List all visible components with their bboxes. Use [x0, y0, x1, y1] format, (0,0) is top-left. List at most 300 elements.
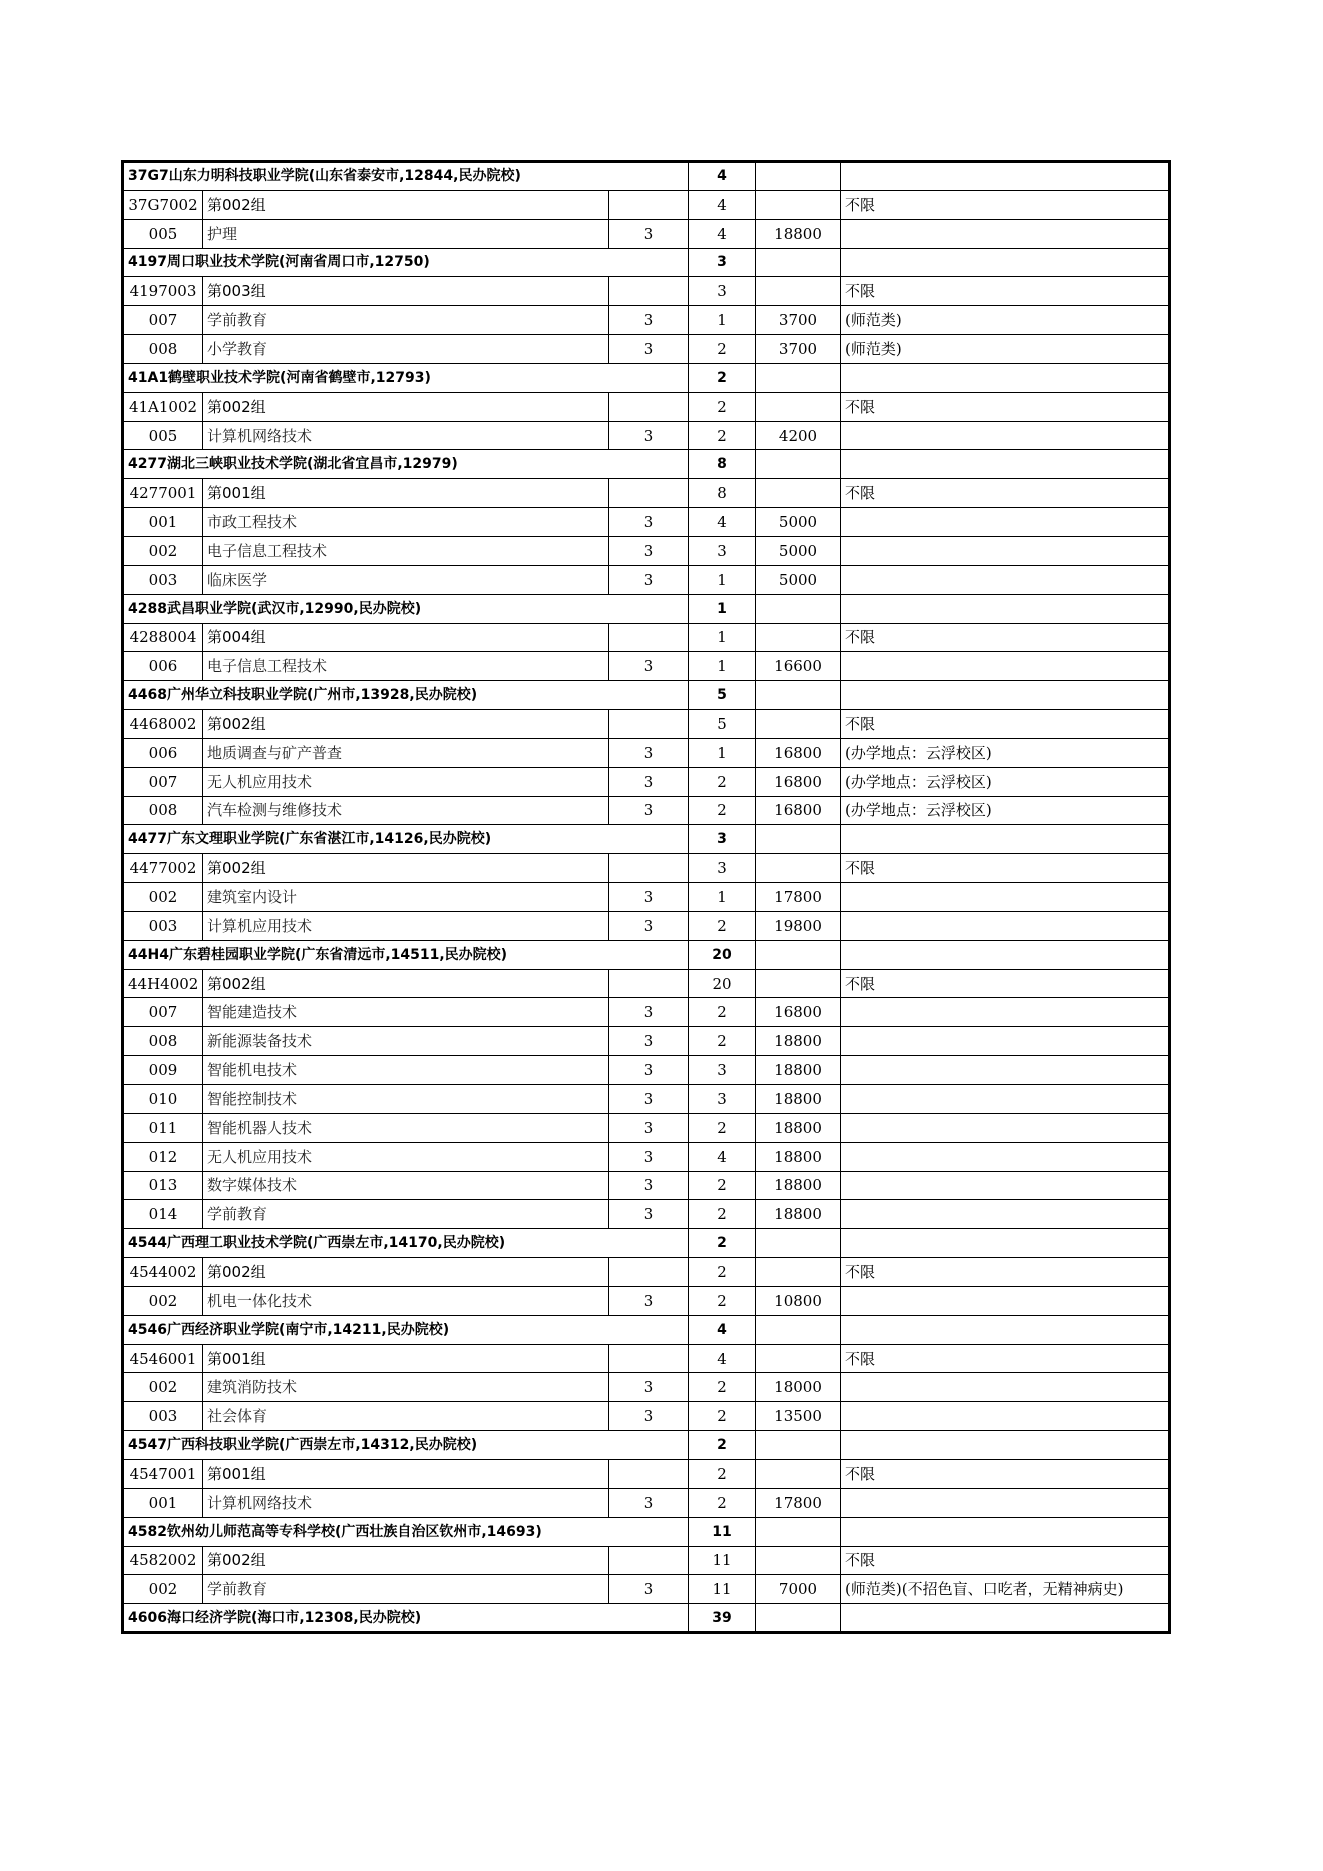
school-name: 4277湖北三峡职业技术学院(湖北省宜昌市,12979): [123, 450, 689, 479]
major-note: (师范类): [841, 335, 1170, 364]
group-plan-count: 3: [689, 277, 756, 306]
major-row: [123, 796, 1170, 825]
group-row: [123, 277, 1170, 306]
major-note: (办学地点：云浮校区): [841, 767, 1170, 796]
major-row: [123, 1488, 1170, 1517]
major-name: 社会体育: [203, 1402, 609, 1431]
major-row: [123, 219, 1170, 248]
major-note: [841, 1056, 1170, 1085]
major-fee: 16600: [756, 652, 841, 681]
school-fee: [756, 1315, 841, 1344]
major-fee: 18800: [756, 1056, 841, 1085]
major-fee: 3700: [756, 335, 841, 364]
school-plan-count: 2: [689, 1229, 756, 1258]
major-note: [841, 652, 1170, 681]
group-plan-count: 2: [689, 1258, 756, 1287]
major-name: 计算机网络技术: [203, 421, 609, 450]
group-plan-count: 1: [689, 623, 756, 652]
group-row: [123, 392, 1170, 421]
school-name: 4197周口职业技术学院(河南省周口市,12750): [123, 248, 689, 277]
major-name: 临床医学: [203, 565, 609, 594]
major-row: [123, 1142, 1170, 1171]
group-fee: [756, 623, 841, 652]
group-note: 不限: [841, 1344, 1170, 1373]
major-name: 电子信息工程技术: [203, 536, 609, 565]
major-name: 学前教育: [203, 306, 609, 335]
major-fee: 19800: [756, 911, 841, 940]
school-note: [841, 1604, 1170, 1633]
major-note: [841, 508, 1170, 537]
group-name: 第002组: [203, 1258, 609, 1287]
major-years: 3: [609, 652, 689, 681]
major-plan-count: 2: [689, 421, 756, 450]
school-plan-count: 2: [689, 363, 756, 392]
school-fee: [756, 825, 841, 854]
group-row: [123, 1258, 1170, 1287]
major-plan-count: 1: [689, 738, 756, 767]
group-code: 41A1002: [123, 392, 203, 421]
major-plan-count: 2: [689, 1373, 756, 1402]
major-name: 建筑消防技术: [203, 1373, 609, 1402]
major-fee: 18800: [756, 219, 841, 248]
school-fee: [756, 1517, 841, 1546]
major-fee: 5000: [756, 536, 841, 565]
group-name: 第001组: [203, 1344, 609, 1373]
school-fee: [756, 681, 841, 710]
major-fee: 10800: [756, 1286, 841, 1315]
major-plan-count: 3: [689, 536, 756, 565]
major-fee: 7000: [756, 1575, 841, 1604]
group-name: 第002组: [203, 1546, 609, 1575]
group-years: [609, 1459, 689, 1488]
major-fee: 18800: [756, 1171, 841, 1200]
major-name: 地质调查与矿产普查: [203, 738, 609, 767]
major-fee: 13500: [756, 1402, 841, 1431]
major-plan-count: 2: [689, 1402, 756, 1431]
major-fee: 5000: [756, 565, 841, 594]
major-row: [123, 421, 1170, 450]
group-years: [609, 1258, 689, 1287]
major-code: 012: [123, 1142, 203, 1171]
major-plan-count: 2: [689, 335, 756, 364]
school-plan-count: 1: [689, 594, 756, 623]
group-row: [123, 479, 1170, 508]
major-row: [123, 1113, 1170, 1142]
major-note: [841, 1113, 1170, 1142]
major-plan-count: 2: [689, 796, 756, 825]
group-fee: [756, 1344, 841, 1373]
group-fee: [756, 277, 841, 306]
major-code: 007: [123, 998, 203, 1027]
major-name: 无人机应用技术: [203, 767, 609, 796]
major-code: 002: [123, 1373, 203, 1402]
major-row: [123, 1056, 1170, 1085]
major-code: 008: [123, 1027, 203, 1056]
major-years: 3: [609, 335, 689, 364]
major-years: 3: [609, 1286, 689, 1315]
major-row: [123, 767, 1170, 796]
major-code: 006: [123, 738, 203, 767]
school-fee: [756, 1431, 841, 1460]
school-row: [123, 1315, 1170, 1344]
major-fee: 18000: [756, 1373, 841, 1402]
group-code: 4477002: [123, 854, 203, 883]
major-name: 智能机电技术: [203, 1056, 609, 1085]
major-years: 3: [609, 536, 689, 565]
major-years: 3: [609, 1488, 689, 1517]
school-note: [841, 940, 1170, 969]
school-note: [841, 1315, 1170, 1344]
major-row: [123, 1027, 1170, 1056]
major-code: 007: [123, 306, 203, 335]
school-row: [123, 825, 1170, 854]
major-name: 学前教育: [203, 1575, 609, 1604]
group-years: [609, 1344, 689, 1373]
major-years: 3: [609, 565, 689, 594]
school-note: [841, 363, 1170, 392]
group-years: [609, 969, 689, 998]
major-plan-count: 2: [689, 1113, 756, 1142]
school-name: 44H4广东碧桂园职业学院(广东省清远市,14511,民办院校): [123, 940, 689, 969]
school-plan-count: 8: [689, 450, 756, 479]
school-plan-count: 39: [689, 1604, 756, 1633]
school-row: [123, 248, 1170, 277]
major-years: 3: [609, 1085, 689, 1114]
group-row: [123, 710, 1170, 739]
school-row: [123, 450, 1170, 479]
table-body: [123, 162, 1170, 1633]
major-years: 3: [609, 1142, 689, 1171]
major-plan-count: 3: [689, 1085, 756, 1114]
school-note: [841, 248, 1170, 277]
major-plan-count: 1: [689, 652, 756, 681]
major-name: 智能机器人技术: [203, 1113, 609, 1142]
major-fee: 4200: [756, 421, 841, 450]
major-code: 005: [123, 219, 203, 248]
major-code: 002: [123, 536, 203, 565]
major-code: 013: [123, 1171, 203, 1200]
major-row: [123, 883, 1170, 912]
major-fee: 16800: [756, 998, 841, 1027]
major-years: 3: [609, 998, 689, 1027]
major-name: 智能建造技术: [203, 998, 609, 1027]
major-years: 3: [609, 1113, 689, 1142]
major-years: 3: [609, 1402, 689, 1431]
school-fee: [756, 450, 841, 479]
major-years: 3: [609, 911, 689, 940]
major-note: [841, 1373, 1170, 1402]
group-code: 4468002: [123, 710, 203, 739]
group-row: [123, 969, 1170, 998]
school-plan-count: 11: [689, 1517, 756, 1546]
major-plan-count: 2: [689, 998, 756, 1027]
major-plan-count: 4: [689, 1142, 756, 1171]
major-code: 009: [123, 1056, 203, 1085]
major-name: 无人机应用技术: [203, 1142, 609, 1171]
group-name: 第002组: [203, 710, 609, 739]
major-note: [841, 911, 1170, 940]
group-years: [609, 392, 689, 421]
major-row: [123, 1200, 1170, 1229]
group-years: [609, 479, 689, 508]
school-row: [123, 1517, 1170, 1546]
major-row: [123, 652, 1170, 681]
group-note: 不限: [841, 710, 1170, 739]
group-plan-count: 3: [689, 854, 756, 883]
group-name: 第002组: [203, 969, 609, 998]
group-code: 4197003: [123, 277, 203, 306]
major-row: [123, 536, 1170, 565]
major-code: 014: [123, 1200, 203, 1229]
major-note: [841, 1286, 1170, 1315]
group-note: 不限: [841, 479, 1170, 508]
group-note: 不限: [841, 277, 1170, 306]
group-note: 不限: [841, 1546, 1170, 1575]
group-plan-count: 2: [689, 392, 756, 421]
group-row: [123, 1344, 1170, 1373]
group-code: 4582002: [123, 1546, 203, 1575]
group-fee: [756, 1459, 841, 1488]
major-years: 3: [609, 1056, 689, 1085]
group-name: 第002组: [203, 392, 609, 421]
group-note: 不限: [841, 1258, 1170, 1287]
school-fee: [756, 248, 841, 277]
major-fee: 18800: [756, 1200, 841, 1229]
group-row: [123, 190, 1170, 219]
major-row: [123, 738, 1170, 767]
school-name: 4477广东文理职业学院(广东省湛江市,14126,民办院校): [123, 825, 689, 854]
major-note: [841, 219, 1170, 248]
group-fee: [756, 1258, 841, 1287]
group-name: 第002组: [203, 190, 609, 219]
major-name: 汽车检测与维修技术: [203, 796, 609, 825]
group-note: 不限: [841, 854, 1170, 883]
major-plan-count: 2: [689, 911, 756, 940]
school-row: [123, 681, 1170, 710]
major-code: 002: [123, 1286, 203, 1315]
school-row: [123, 1604, 1170, 1633]
school-row: [123, 594, 1170, 623]
group-code: 37G7002: [123, 190, 203, 219]
major-fee: 16800: [756, 738, 841, 767]
major-name: 护理: [203, 219, 609, 248]
major-row: [123, 1373, 1170, 1402]
major-code: 002: [123, 883, 203, 912]
group-fee: [756, 392, 841, 421]
group-note: 不限: [841, 623, 1170, 652]
school-name: 4468广州华立科技职业学院(广州市,13928,民办院校): [123, 681, 689, 710]
group-fee: [756, 190, 841, 219]
school-name: 4547广西科技职业学院(广西崇左市,14312,民办院校): [123, 1431, 689, 1460]
major-note: (师范类)(不招色盲、口吃者，无精神病史): [841, 1575, 1170, 1604]
major-fee: 17800: [756, 883, 841, 912]
major-note: [841, 536, 1170, 565]
major-code: 003: [123, 1402, 203, 1431]
group-plan-count: 11: [689, 1546, 756, 1575]
school-plan-count: 5: [689, 681, 756, 710]
school-note: [841, 450, 1170, 479]
major-code: 003: [123, 565, 203, 594]
major-fee: 17800: [756, 1488, 841, 1517]
group-plan-count: 4: [689, 190, 756, 219]
group-code: 44H4002: [123, 969, 203, 998]
group-note: 不限: [841, 969, 1170, 998]
major-note: [841, 421, 1170, 450]
school-name: 4546广西经济职业学院(南宁市,14211,民办院校): [123, 1315, 689, 1344]
group-fee: [756, 1546, 841, 1575]
group-name: 第001组: [203, 1459, 609, 1488]
group-name: 第004组: [203, 623, 609, 652]
major-note: (师范类): [841, 306, 1170, 335]
major-note: [841, 998, 1170, 1027]
major-fee: 18800: [756, 1113, 841, 1142]
major-name: 数字媒体技术: [203, 1171, 609, 1200]
major-years: 3: [609, 767, 689, 796]
school-row: [123, 940, 1170, 969]
school-row: [123, 1229, 1170, 1258]
school-note: [841, 1517, 1170, 1546]
group-row: [123, 854, 1170, 883]
admissions-plan-table: [121, 160, 1171, 1634]
group-note: 不限: [841, 1459, 1170, 1488]
group-code: 4288004: [123, 623, 203, 652]
group-row: [123, 1459, 1170, 1488]
major-note: [841, 1027, 1170, 1056]
major-row: [123, 335, 1170, 364]
major-plan-count: 2: [689, 1200, 756, 1229]
major-code: 008: [123, 335, 203, 364]
major-fee: 3700: [756, 306, 841, 335]
major-fee: 16800: [756, 796, 841, 825]
major-name: 电子信息工程技术: [203, 652, 609, 681]
major-fee: 16800: [756, 767, 841, 796]
major-code: 001: [123, 508, 203, 537]
group-code: 4544002: [123, 1258, 203, 1287]
school-name: 37G7山东力明科技职业学院(山东省泰安市,12844,民办院校): [123, 162, 689, 191]
major-plan-count: 1: [689, 565, 756, 594]
group-fee: [756, 854, 841, 883]
group-note: 不限: [841, 190, 1170, 219]
major-plan-count: 4: [689, 219, 756, 248]
school-row: [123, 1431, 1170, 1460]
school-plan-count: 20: [689, 940, 756, 969]
major-fee: 18800: [756, 1142, 841, 1171]
major-code: 010: [123, 1085, 203, 1114]
school-plan-count: 3: [689, 825, 756, 854]
major-years: 3: [609, 421, 689, 450]
major-name: 学前教育: [203, 1200, 609, 1229]
major-years: 3: [609, 796, 689, 825]
major-note: [841, 1200, 1170, 1229]
major-years: 3: [609, 738, 689, 767]
major-fee: 18800: [756, 1085, 841, 1114]
group-name: 第002组: [203, 854, 609, 883]
group-plan-count: 5: [689, 710, 756, 739]
major-fee: 5000: [756, 508, 841, 537]
school-name: 4544广西理工职业技术学院(广西崇左市,14170,民办院校): [123, 1229, 689, 1258]
major-plan-count: 1: [689, 883, 756, 912]
major-note: [841, 883, 1170, 912]
major-code: 008: [123, 796, 203, 825]
school-note: [841, 825, 1170, 854]
major-row: [123, 1402, 1170, 1431]
major-code: 003: [123, 911, 203, 940]
major-note: [841, 1402, 1170, 1431]
school-note: [841, 594, 1170, 623]
major-code: 007: [123, 767, 203, 796]
major-name: 市政工程技术: [203, 508, 609, 537]
group-plan-count: 2: [689, 1459, 756, 1488]
group-name: 第003组: [203, 277, 609, 306]
group-years: [609, 1546, 689, 1575]
major-note: [841, 1085, 1170, 1114]
group-row: [123, 623, 1170, 652]
group-name: 第001组: [203, 479, 609, 508]
group-years: [609, 623, 689, 652]
major-fee: 18800: [756, 1027, 841, 1056]
major-plan-count: 4: [689, 508, 756, 537]
school-plan-count: 4: [689, 1315, 756, 1344]
group-years: [609, 190, 689, 219]
major-row: [123, 565, 1170, 594]
major-name: 计算机网络技术: [203, 1488, 609, 1517]
group-note: 不限: [841, 392, 1170, 421]
major-code: 005: [123, 421, 203, 450]
major-years: 3: [609, 219, 689, 248]
group-fee: [756, 710, 841, 739]
school-fee: [756, 1229, 841, 1258]
major-note: (办学地点：云浮校区): [841, 796, 1170, 825]
school-fee: [756, 1604, 841, 1633]
major-row: [123, 1286, 1170, 1315]
major-row: [123, 911, 1170, 940]
group-code: 4277001: [123, 479, 203, 508]
group-plan-count: 20: [689, 969, 756, 998]
group-row: [123, 1546, 1170, 1575]
group-code: 4546001: [123, 1344, 203, 1373]
school-row: [123, 363, 1170, 392]
major-code: 006: [123, 652, 203, 681]
major-note: [841, 1488, 1170, 1517]
school-name: 41A1鹤壁职业技术学院(河南省鹤壁市,12793): [123, 363, 689, 392]
school-fee: [756, 363, 841, 392]
major-years: 3: [609, 1171, 689, 1200]
school-plan-count: 3: [689, 248, 756, 277]
major-code: 002: [123, 1575, 203, 1604]
major-note: (办学地点：云浮校区): [841, 738, 1170, 767]
major-note: [841, 1171, 1170, 1200]
school-plan-count: 4: [689, 162, 756, 191]
school-note: [841, 681, 1170, 710]
major-name: 建筑室内设计: [203, 883, 609, 912]
school-row: [123, 162, 1170, 191]
major-row: [123, 1171, 1170, 1200]
major-years: 3: [609, 508, 689, 537]
major-years: 3: [609, 1373, 689, 1402]
major-code: 011: [123, 1113, 203, 1142]
school-name: 4288武昌职业学院(武汉市,12990,民办院校): [123, 594, 689, 623]
major-name: 计算机应用技术: [203, 911, 609, 940]
major-plan-count: 2: [689, 1027, 756, 1056]
major-plan-count: 11: [689, 1575, 756, 1604]
major-years: 3: [609, 1200, 689, 1229]
major-plan-count: 3: [689, 1056, 756, 1085]
major-years: 3: [609, 1027, 689, 1056]
school-fee: [756, 594, 841, 623]
school-name: 4606海口经济学院(海口市,12308,民办院校): [123, 1604, 689, 1633]
group-fee: [756, 479, 841, 508]
major-plan-count: 2: [689, 767, 756, 796]
